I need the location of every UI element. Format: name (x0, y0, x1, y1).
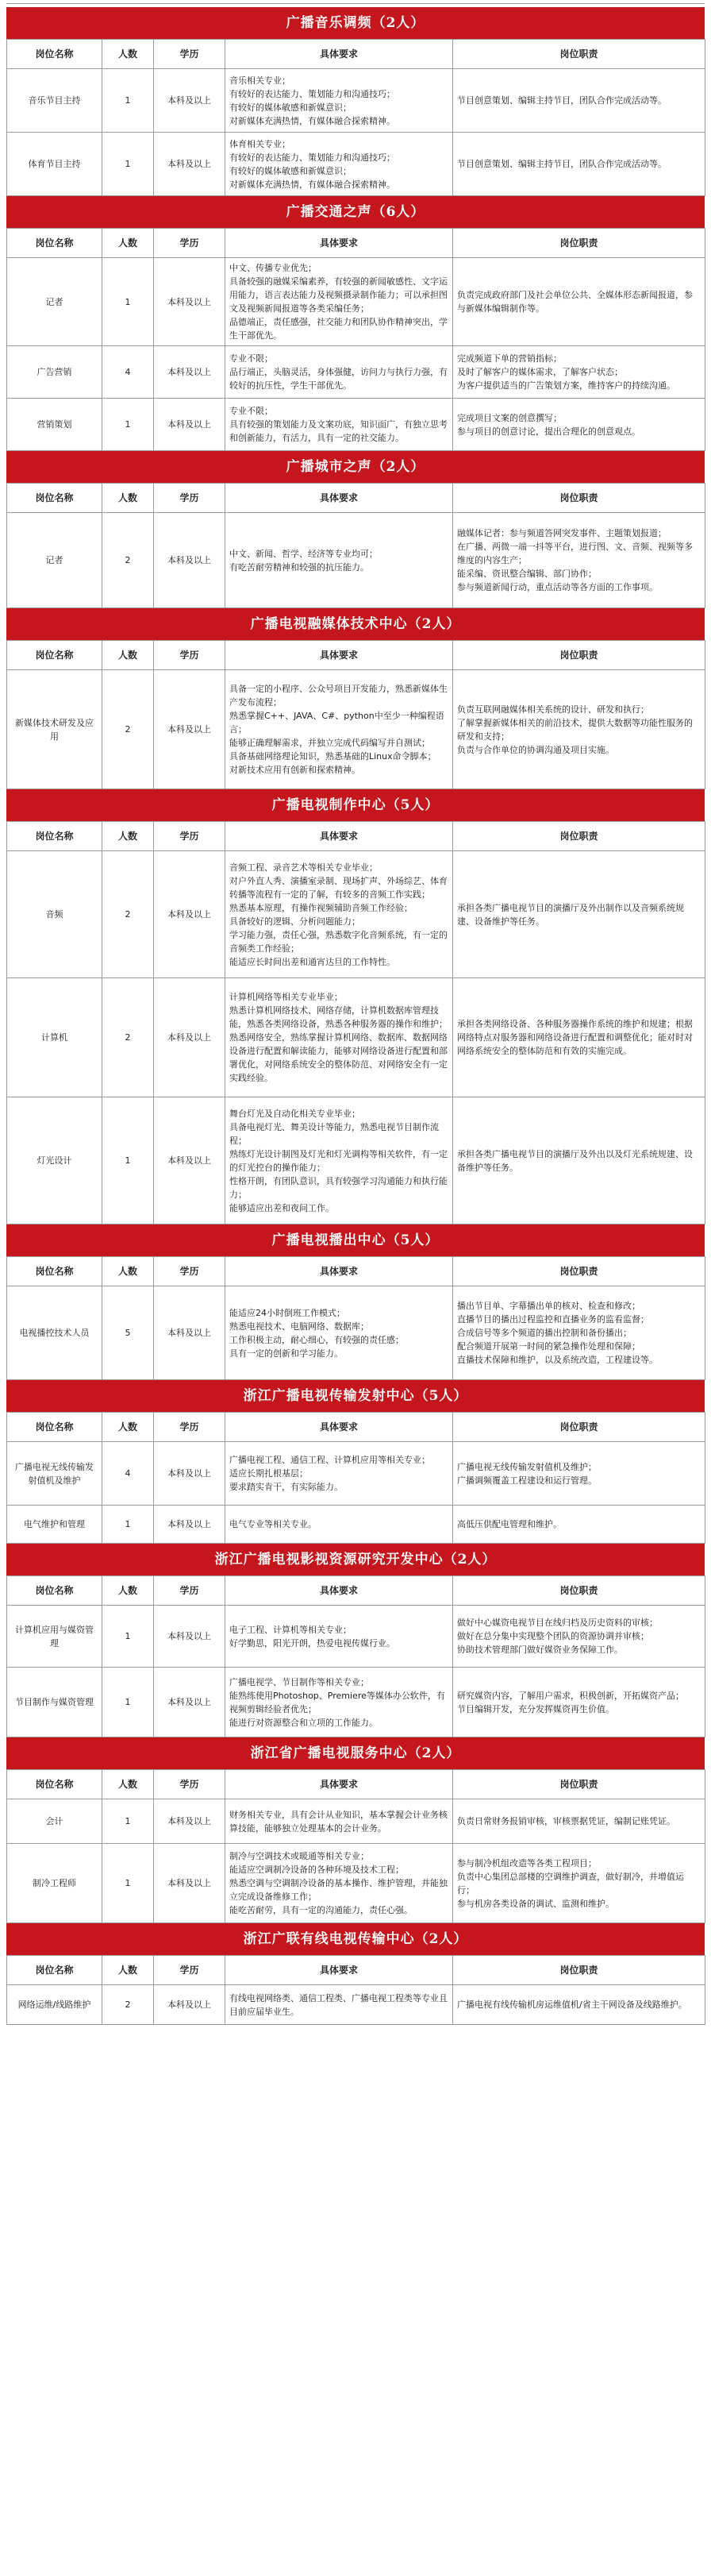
table-header-row (7, 1576, 705, 1606)
header-edu: 学历 (154, 1576, 225, 1606)
table-header-row (7, 1257, 705, 1286)
cell-edu: 本科及以上 (154, 670, 225, 789)
header-count: 人数 (102, 1257, 154, 1286)
cell-edu: 本科及以上 (154, 1606, 225, 1668)
cell-duty: 高低压供配电管理和维护。 (453, 1506, 705, 1544)
header-edu: 学历 (154, 1257, 225, 1286)
cell-duty: 广播电视有线传输机房运维值机/省主干网设备及线路维护。 (453, 1985, 705, 2025)
cell-edu: 本科及以上 (154, 69, 225, 133)
cell-req: 体育相关专业； 有较好的表达能力、策划能力和沟通技巧； 有较好的媒体敏感和新媒意识； 对新媒体充满热情，有媒体融合探索精神。 (225, 133, 453, 196)
cell-count: 1 (102, 1506, 154, 1544)
cell-edu: 本科及以上 (154, 1097, 225, 1224)
cell-edu: 本科及以上 (154, 258, 225, 346)
header-name: 岗位名称 (7, 484, 102, 513)
cell-name: 音频 (7, 851, 102, 978)
cell-name: 电气维护和管理 (7, 1506, 102, 1544)
table-row (7, 133, 705, 196)
section-title: 广播城市之声（2人） (6, 451, 705, 483)
cell-name: 节目制作与媒资管理 (7, 1668, 102, 1737)
cell-req: 舞台灯光及自动化相关专业毕业； 具备电视灯光、舞美设计等能力，熟悉电视节目制作流程； 熟练灯光设计制图及灯光和灯光调构等相关软件，有一定的灯光控台的操作能力； 性格开朗，有团队意识，具有较强学习沟通能力和执行能力； 能够适应出差和夜间工作。 (225, 1097, 453, 1224)
header-req: 具体要求 (225, 484, 453, 513)
cell-req: 财务相关专业，具有会计从业知识，基本掌握会计业务核算技能，能够独立处理基本的会计业务。 (225, 1799, 453, 1844)
cell-count: 2 (102, 978, 154, 1097)
cell-count: 1 (102, 399, 154, 451)
cell-edu: 本科及以上 (154, 1799, 225, 1844)
table-row (7, 69, 705, 133)
cell-name: 记者 (7, 258, 102, 346)
table-row (7, 1844, 705, 1923)
cell-name: 营销策划 (7, 399, 102, 451)
cell-req: 制冷与空调技术或暖通等相关专业； 能适应空调制冷设备的各种环境及技术工程； 熟悉空调与空调制冷设备的基本操作、维护管理，并能独立完成设备维修工作； 能吃苦耐劳，具有一定的沟通能力，责任心强。 (225, 1844, 453, 1923)
cell-name: 网络运维/线路维护 (7, 1985, 102, 2025)
cell-count: 1 (102, 1844, 154, 1923)
cell-duty: 节目创意策划、编辑主持节目，团队合作完成活动等。 (453, 133, 705, 196)
section-title: 浙江广联有线电视传输中心（2人） (6, 1923, 705, 1955)
header-duty: 岗位职责 (453, 229, 705, 258)
cell-duty: 负责日常财务报销审核，审核票据凭证，编制记账凭证。 (453, 1799, 705, 1844)
header-edu: 学历 (154, 40, 225, 69)
cell-req: 具备一定的小程序、公众号项目开发能力，熟悉新媒体生产发布流程； 熟悉掌握C++、JAVA、C#、python中至少一种编程语言； 能够正确理解需求，并独立完成代码编写并自测试； 具备基础网络理论知识，熟悉基础的Linux命令脚本； 对新技术应用有创新和探索精神。 (225, 670, 453, 789)
section-table (6, 1412, 705, 1544)
header-name: 岗位名称 (7, 1413, 102, 1442)
table-row (7, 1097, 705, 1224)
cell-edu: 本科及以上 (154, 1668, 225, 1737)
table-row (7, 1506, 705, 1544)
cell-name: 广播电视无线传输发射值机及维护 (7, 1442, 102, 1506)
cell-req: 计算机网络等相关专业毕业； 熟悉计算机网络技术、网络存储，计算机数据库管理技能，熟悉各类网络设备，熟悉各种服务器的操作和维护； 熟悉网络安全，熟练掌握计算机网络、数据库、数据网络设备进行配置和解读能力，能够对网络设备进行配置和部署优化，对网络系统安全的整体防范、对网络安全有一定实践经验。 (225, 978, 453, 1097)
table-header-row (7, 641, 705, 670)
table-row (7, 978, 705, 1097)
header-name: 岗位名称 (7, 822, 102, 851)
section-table (6, 821, 705, 1224)
cell-duty: 负责完成政府部门及社会单位公共、全媒体形态新闻报道，参与新媒体编辑制作等。 (453, 258, 705, 346)
cell-edu: 本科及以上 (154, 346, 225, 399)
cell-duty: 广播电视无线传输发射值机及维护； 广播调频覆盖工程建设和运行管理。 (453, 1442, 705, 1506)
table-header-row (7, 822, 705, 851)
cell-edu: 本科及以上 (154, 1506, 225, 1544)
cell-edu: 本科及以上 (154, 1442, 225, 1506)
cell-req: 电气专业等相关专业。 (225, 1506, 453, 1544)
cell-name: 灯光设计 (7, 1097, 102, 1224)
table-row (7, 1606, 705, 1668)
cell-duty: 做好中心媒资电视节目在线归档及历史资料的审核； 做好在总分集中实现整个团队的资源协调并审核； 协助技术管理部门做好媒资业务保障工作。 (453, 1606, 705, 1668)
header-duty: 岗位职责 (453, 484, 705, 513)
cell-req: 专业不限； 具有较强的策划能力及文案功底，知识面广，有独立思考和创新能力，有活力，具有一定的社交能力。 (225, 399, 453, 451)
cell-count: 1 (102, 69, 154, 133)
cell-req: 音乐相关专业； 有较好的表达能力、策划能力和沟通技巧； 有较好的媒体敏感和新媒意识； 对新媒体充满热情，有媒体融合探索精神。 (225, 69, 453, 133)
section-table (6, 640, 705, 789)
header-req: 具体要求 (225, 40, 453, 69)
cell-duty: 完成频道下单的营销指标； 及时了解客户的媒体需求，了解客户状态； 为客户提供适当的广告策划方案，维持客户的持续沟通。 (453, 346, 705, 399)
cell-count: 1 (102, 1799, 154, 1844)
cell-count: 5 (102, 1286, 154, 1380)
cell-name: 新媒体技术研发及应用 (7, 670, 102, 789)
section-title: 浙江省广播电视服务中心（2人） (6, 1737, 705, 1769)
cell-name: 电视播控技术人员 (7, 1286, 102, 1380)
table-row (7, 1985, 705, 2025)
table-row (7, 1286, 705, 1380)
table-header-row (7, 484, 705, 513)
cell-edu: 本科及以上 (154, 133, 225, 196)
cell-name: 广告营销 (7, 346, 102, 399)
section-table (6, 483, 705, 608)
table-row (7, 399, 705, 451)
cell-name: 音乐节目主持 (7, 69, 102, 133)
cell-count: 4 (102, 346, 154, 399)
header-count: 人数 (102, 229, 154, 258)
header-edu: 学历 (154, 641, 225, 670)
header-name: 岗位名称 (7, 40, 102, 69)
header-duty: 岗位职责 (453, 1576, 705, 1606)
recruitment-table (6, 0, 705, 2025)
section-table (6, 39, 705, 196)
header-edu: 学历 (154, 484, 225, 513)
header-name: 岗位名称 (7, 1576, 102, 1606)
cell-count: 2 (102, 513, 154, 608)
header-duty: 岗位职责 (453, 1770, 705, 1799)
header-req: 具体要求 (225, 822, 453, 851)
header-duty: 岗位职责 (453, 1413, 705, 1442)
section-title: 广播音乐调频（2人） (6, 7, 705, 39)
table-row (7, 1799, 705, 1844)
table-row (7, 513, 705, 608)
header-count: 人数 (102, 822, 154, 851)
section-title: 浙江广播电视影视资源研究开发中心（2人） (6, 1544, 705, 1575)
cell-edu: 本科及以上 (154, 399, 225, 451)
table-row (7, 258, 705, 346)
table-row (7, 1442, 705, 1506)
section-table (6, 1575, 705, 1737)
cell-count: 2 (102, 1985, 154, 2025)
section-title: 浙江广播电视传输发射中心（5人） (6, 1380, 705, 1412)
cell-edu: 本科及以上 (154, 1844, 225, 1923)
header-req: 具体要求 (225, 1770, 453, 1799)
cell-name: 体育节目主持 (7, 133, 102, 196)
header-req: 具体要求 (225, 229, 453, 258)
cell-req: 专业不限； 品行端正，头脑灵活，身体强健，访问力与执行力强，有较好的抗压性，学生干部优先。 (225, 346, 453, 399)
cell-edu: 本科及以上 (154, 1286, 225, 1380)
header-count: 人数 (102, 1576, 154, 1606)
table-row (7, 346, 705, 399)
cell-req: 能适应24小时倒班工作模式； 熟悉电视技术、电脑网络、数据库； 工作积极主动，耐心细心，有较强的责任感； 具有一定的创新和学习能力。 (225, 1286, 453, 1380)
cell-count: 1 (102, 1606, 154, 1668)
cell-duty: 参与制冷机组改造等各类工程项目； 负责中心集团总部楼的空调维护调查，做好制冷，并增值运行； 参与机房各类设备的调试、监测和维护。 (453, 1844, 705, 1923)
section-title: 广播交通之声（6人） (6, 196, 705, 228)
header-count: 人数 (102, 1770, 154, 1799)
cell-count: 1 (102, 1668, 154, 1737)
cell-duty: 承担各类网络设备、各种服务器操作系统的维护和规建；根据网络特点对服务器和网络设备进行配置和调整优化；能对时对网络系统安全的整体防范和有效的实施完成。 (453, 978, 705, 1097)
cell-duty: 研究媒资内容，了解用户需求，积极创新，开拓媒资产品； 节目编辑开发，充分发挥媒资再生价值。 (453, 1668, 705, 1737)
header-edu: 学历 (154, 1413, 225, 1442)
section-table (6, 228, 705, 451)
cell-name: 计算机应用与媒资管理 (7, 1606, 102, 1668)
header-name: 岗位名称 (7, 641, 102, 670)
cell-count: 1 (102, 1097, 154, 1224)
section-table (6, 1769, 705, 1923)
cell-edu: 本科及以上 (154, 1985, 225, 2025)
cell-duty: 承担各类广播电视节目的演播厅及外出以及灯光系统规建、设备维护等任务。 (453, 1097, 705, 1224)
header-name: 岗位名称 (7, 1770, 102, 1799)
header-count: 人数 (102, 40, 154, 69)
cell-count: 1 (102, 133, 154, 196)
header-name: 岗位名称 (7, 1257, 102, 1286)
header-req: 具体要求 (225, 1576, 453, 1606)
table-row (7, 670, 705, 789)
cell-req: 广播电视学、节目制作等相关专业； 能熟练使用Photoshop、Premiere等媒体办公软件，有视频剪辑经验者优先； 能进行对资源整合和立项的工作能力。 (225, 1668, 453, 1737)
table-header-row (7, 40, 705, 69)
table-row (7, 1668, 705, 1737)
header-duty: 岗位职责 (453, 40, 705, 69)
cell-req: 中文、新闻、哲学、经济等专业均可； 有吃苦耐劳精神和较强的抗压能力。 (225, 513, 453, 608)
cell-name: 计算机 (7, 978, 102, 1097)
cell-name: 记者 (7, 513, 102, 608)
header-name: 岗位名称 (7, 1956, 102, 1985)
header-req: 具体要求 (225, 1413, 453, 1442)
table-header-row (7, 1770, 705, 1799)
cell-edu: 本科及以上 (154, 513, 225, 608)
cell-count: 1 (102, 258, 154, 346)
header-edu: 学历 (154, 822, 225, 851)
cell-req: 音频工程、录音艺术等相关专业毕业； 对户外直人秀、演播室录制、现场扩声、外场综艺、体育转播等流程有一定的了解，有较多的音频工作实践； 熟悉基本原理，有操作视频辅助音频工作经验； 具备较好的逻辑、分析问题能力； 学习能力强，责任心强，熟悉数字化音频系统，有一定的音频类工作经验； 能适应长时间出差和通宵达旦的工作特性。 (225, 851, 453, 978)
table-header-row (7, 1413, 705, 1442)
cell-count: 2 (102, 851, 154, 978)
header-count: 人数 (102, 1956, 154, 1985)
header-edu: 学历 (154, 229, 225, 258)
cell-name: 制冷工程师 (7, 1844, 102, 1923)
section-table (6, 1955, 705, 2025)
header-duty: 岗位职责 (453, 822, 705, 851)
cell-count: 2 (102, 670, 154, 789)
cell-req: 中文、传播专业优先； 具备较强的融媒采编素养，有较强的新闻敏感性、文字运用能力，语言表达能力及视频摄录制作能力；可以承担图文及视频新闻报道等各类采编任务； 品德端正，责任感强，社交能力和团队协作精神突出，学生干部优先。 (225, 258, 453, 346)
cell-req: 电子工程、计算机等相关专业； 好学勤思，阳光开朗，热爱电视传媒行业。 (225, 1606, 453, 1668)
cell-duty: 承担各类广播电视节目的演播厅及外出制作以及音频系统规建、设备维护等任务。 (453, 851, 705, 978)
header-edu: 学历 (154, 1770, 225, 1799)
header-count: 人数 (102, 484, 154, 513)
header-req: 具体要求 (225, 641, 453, 670)
header-req: 具体要求 (225, 1956, 453, 1985)
section-title: 广播电视融媒体技术中心（2人） (6, 608, 705, 640)
header-count: 人数 (102, 641, 154, 670)
header-duty: 岗位职责 (453, 1257, 705, 1286)
cell-count: 4 (102, 1442, 154, 1506)
cell-name: 会计 (7, 1799, 102, 1844)
table-header-row (7, 1956, 705, 1985)
header-count: 人数 (102, 1413, 154, 1442)
cell-duty: 节目创意策划、编辑主持节目，团队合作完成活动等。 (453, 69, 705, 133)
section-title: 广播电视播出中心（5人） (6, 1224, 705, 1256)
cell-edu: 本科及以上 (154, 978, 225, 1097)
table-header-row (7, 229, 705, 258)
header-edu: 学历 (154, 1956, 225, 1985)
table-row (7, 851, 705, 978)
cell-duty: 负责互联网融媒体相关系统的设计、研发和执行； 了解掌握新媒体相关的前沿技术，提供大数据等功能性服务的研发和支持； 负责与合作单位的协调沟通及项目实施。 (453, 670, 705, 789)
section-table (6, 1256, 705, 1380)
cell-req: 有线电视网络类、通信工程类、广播电视工程类等专业且目前应届毕业生。 (225, 1985, 453, 2025)
cell-duty: 完成项目文案的创意撰写； 参与项目的创意讨论，提出合理化的创意观点。 (453, 399, 705, 451)
header-req: 具体要求 (225, 1257, 453, 1286)
cell-edu: 本科及以上 (154, 851, 225, 978)
cell-req: 广播电视工程、通信工程、计算机应用等相关专业； 适应长期扎根基层； 要求踏实肯干，有实际能力。 (225, 1442, 453, 1506)
header-name: 岗位名称 (7, 229, 102, 258)
cell-duty: 融媒体记者：参与频道答网突发事件、主题策划报道； 在广播、两微一端一抖等平台，进行图、文、音频、视频等多维度的内容生产； 能采编、资讯整合编辑、部门协作； 参与频道新闻行动，重点活动等各方面的工作事项。 (453, 513, 705, 608)
header-duty: 岗位职责 (453, 1956, 705, 1985)
cell-duty: 播出节目单、字幕播出单的核对、检查和修改； 直播节目的播出过程监控和直播业务的监看监督； 合成信号等多个频道的播出控制和备份播出； 配合频道开展第一时间的紧急操作处理和保障； 直播技术保障和维护，以及系统改造，工程建设等。 (453, 1286, 705, 1380)
section-title: 广播电视制作中心（5人） (6, 789, 705, 821)
header-duty: 岗位职责 (453, 641, 705, 670)
